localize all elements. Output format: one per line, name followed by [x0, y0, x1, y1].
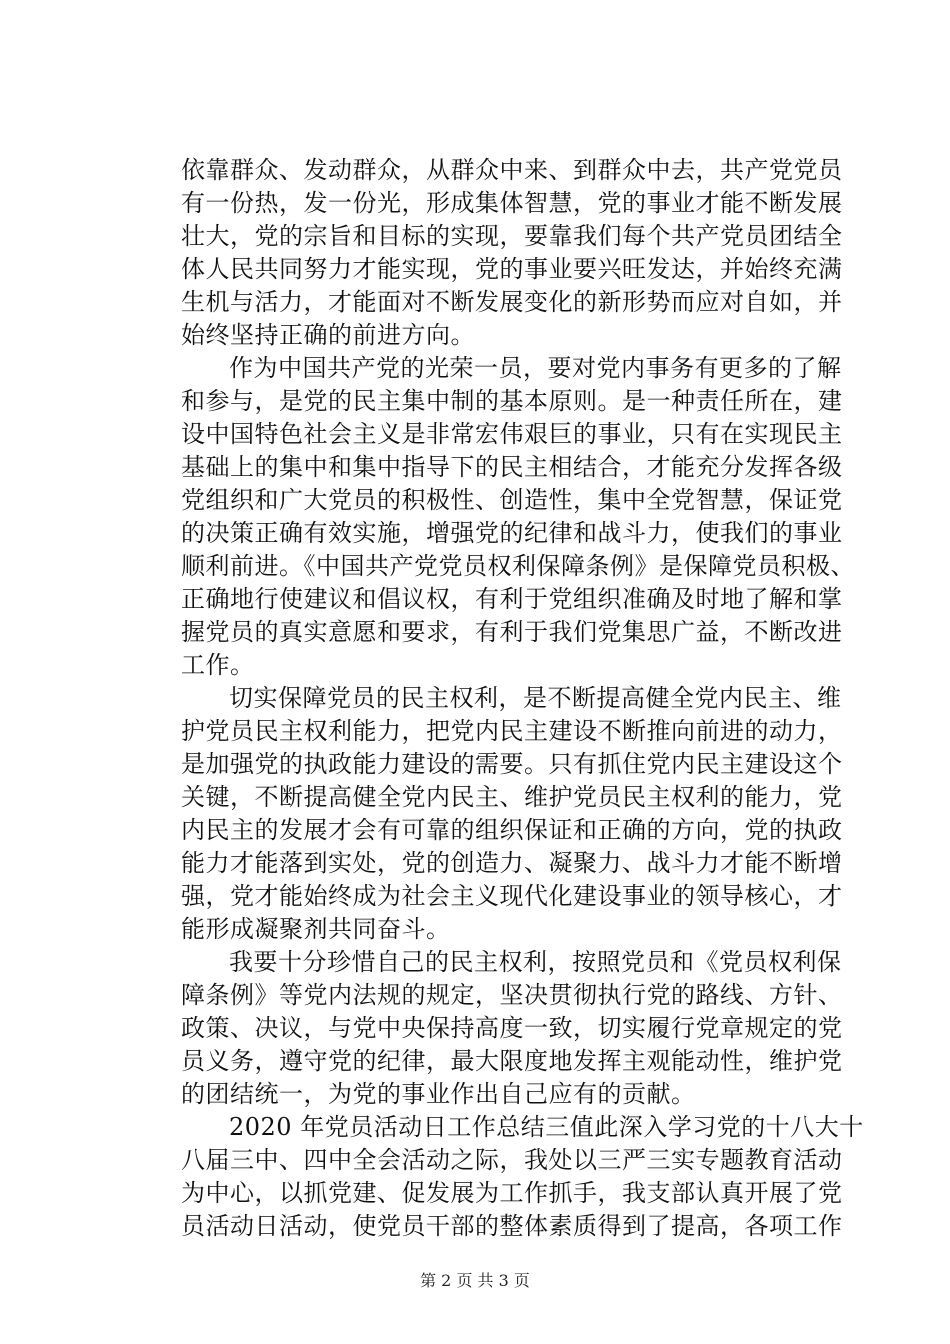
- text-line: 是加强党的执政能力建设的需要。只有抓住党内民主建设这个: [181, 750, 843, 778]
- paragraph-first-line: 作为中国共产党的光荣一员，要对党内事务有更多的了解: [229, 354, 842, 382]
- page-number: 第 2 页 共 3 页: [420, 1271, 530, 1290]
- text-line: 能形成凝聚剂共同奋斗。: [181, 915, 451, 943]
- body-text: [0, 152, 950, 1242]
- text-line: 生机与活力，才能面对不断发展变化的新形势而应对自如，并: [181, 288, 843, 316]
- text-line: 护党员民主权利能力，把党内民主建设不断推向前进的动力，: [181, 717, 843, 745]
- text-line: 有一份热，发一份光，形成集体智慧，党的事业才能不断发展: [181, 189, 843, 217]
- paragraph-first-line: 切实保障党员的民主权利，是不断提高健全党内民主、维: [229, 684, 842, 712]
- text-line: 依靠群众、发动群众，从群众中来、到群众中去，共产党党员: [181, 156, 843, 184]
- text-line: 能力才能落到实处，党的创造力、凝聚力、战斗力才能不断增: [181, 849, 843, 877]
- text-line: 为中心，以抓党建、促发展为工作抓手，我支部认真开展了党: [181, 1179, 843, 1207]
- text-line: 和参与，是党的民主集中制的基本原则。是一种责任所在，建: [181, 387, 843, 415]
- text-line: 正确地行使建议和倡议权，有利于党组织准确及时地了解和掌: [181, 585, 843, 613]
- text-line: 政策、决议，与党中央保持高度一致，切实履行党章规定的党: [181, 1014, 843, 1042]
- text-line: 设中国特色社会主义是非常宏伟艰巨的事业，只有在实现民主: [181, 420, 843, 448]
- text-line: 基础上的集中和集中指导下的民主相结合，才能充分发挥各级: [181, 453, 843, 481]
- text-line: 党组织和广大党员的积极性、创造性，集中全党智慧，保证党: [181, 486, 843, 514]
- text-line: 壮大，党的宗旨和目标的实现，要靠我们每个共产党员团结全: [181, 222, 843, 250]
- text-line: 的团结统一，为党的事业作出自己应有的贡献。: [181, 1080, 696, 1108]
- text-line: 员义务，遵守党的纪律，最大限度地发挥主观能动性，维护党: [181, 1047, 843, 1075]
- text-line: 握党员的真实意愿和要求，有利于我们党集思广益，不断改进: [181, 618, 843, 646]
- text-line: 关键，不断提高健全党内民主、维护党员民主权利的能力，党: [181, 783, 843, 811]
- text-line: 障条例》等党内法规的规定，坚决贯彻执行党的路线、方针、: [181, 981, 843, 1009]
- text-line: 工作。: [181, 651, 255, 679]
- text-line: 八届三中、四中全会活动之际，我处以三严三实专题教育活动: [181, 1146, 843, 1174]
- text-line: 顺利前进。《中国共产党党员权利保障条例》是保障党员积极、: [181, 552, 855, 580]
- text-line: 的决策正确有效实施，增强党的纪律和战斗力，使我们的事业: [181, 519, 843, 547]
- text-line: 始终坚持正确的前进方向。: [181, 321, 475, 349]
- paragraph-first-line: 我要十分珍惜自己的民主权利，按照党员和《党员权利保: [229, 948, 842, 976]
- text-line: 强，党才能始终成为社会主义现代化建设事业的领导核心，才: [181, 882, 843, 910]
- text-line: 员活动日活动，使党员干部的整体素质得到了提高，各项工作: [181, 1212, 843, 1240]
- text-line: 体人民共同努力才能实现，党的事业要兴旺发达，并始终充满: [181, 255, 843, 283]
- text-line: 内民主的发展才会有可靠的组织保证和正确的方向，党的执政: [181, 816, 843, 844]
- paragraph-first-line: 2020 年党员活动日工作总结三值此深入学习党的十八大十: [229, 1113, 864, 1141]
